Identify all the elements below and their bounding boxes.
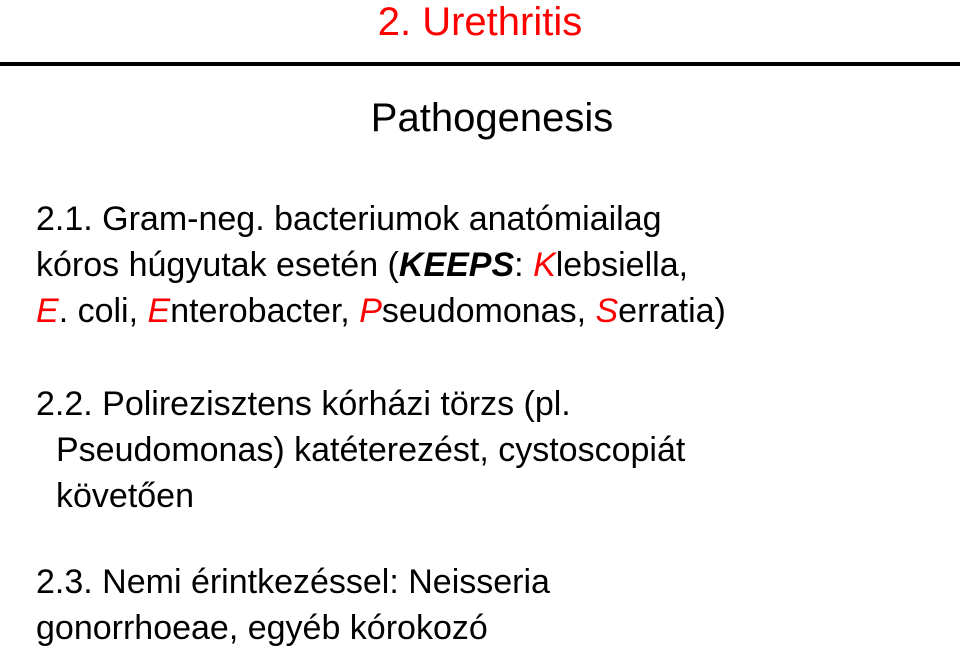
paragraph-line: 2.1. Gram-neg. bacteriumok anatómiailag <box>36 200 662 238</box>
serratia-text: erratia) <box>618 292 726 330</box>
pseudomonas-text: seudomonas, <box>381 292 596 330</box>
initial-p: P <box>359 292 382 330</box>
keeps-acronym: KEEPS <box>398 246 515 284</box>
paragraph-line <box>36 242 956 288</box>
initial-e: E <box>36 292 59 330</box>
colon: : <box>514 246 534 284</box>
line-prefix: kóros húgyutak esetén ( <box>36 246 399 284</box>
paragraph-gram-negative <box>36 196 956 334</box>
paragraph-line <box>36 288 956 334</box>
title-divider <box>0 62 960 66</box>
paragraph-polyresistant <box>36 381 956 519</box>
paragraph-line: követően <box>56 477 194 515</box>
enterobacter-text: nterobacter, <box>170 292 360 330</box>
paragraph-line: gonorrhoeae, egyéb kórokozó <box>36 609 488 647</box>
initial-e-enterobacter: E <box>147 292 171 330</box>
paragraph-line: Pseudomonas) katéterezést, cystoscopiát <box>56 431 686 469</box>
coli-text: . coli, <box>58 292 148 330</box>
slide-subtitle: Pathogenesis <box>370 96 614 140</box>
paragraph-line: 2.2. Polirezisztens kórházi törzs (pl. <box>36 385 571 423</box>
klebsiella-text: lebsiella, <box>555 246 689 284</box>
initial-k: K <box>533 246 556 284</box>
initial-s: S <box>595 292 619 330</box>
paragraph-line: 2.3. Nemi érintkezéssel: Neisseria <box>36 563 550 601</box>
slide-title: 2. Urethritis <box>377 0 583 44</box>
paragraph-sexual-transmission <box>36 559 956 651</box>
